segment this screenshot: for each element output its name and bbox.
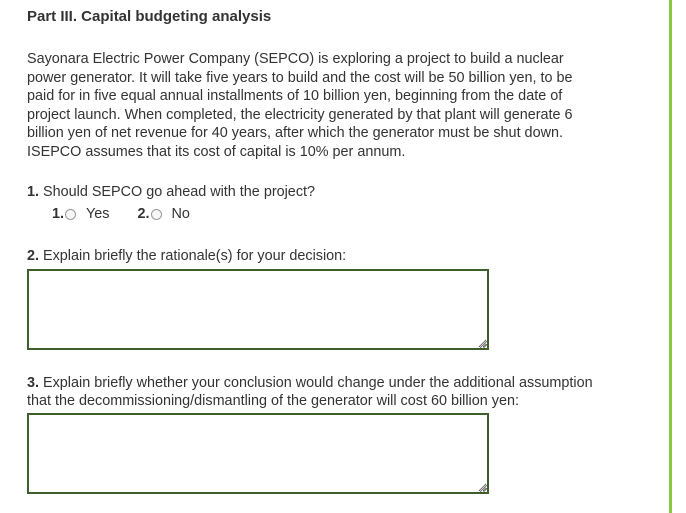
right-accent-rule [669,0,672,513]
part-title: Part III. Capital budgeting analysis [27,8,272,25]
intro-line: power generator. It will take five years to build and the cost will be 50 billion yen, to be [27,69,573,86]
radio-no[interactable] [151,209,162,220]
question-3-answer-input[interactable] [27,413,489,494]
intro-line: billion yen of net revenue for 40 years, after which the generator must be shut down. [27,125,563,142]
question-3-text-2: that the decommissioning/dismantling of the generator will cost 60 billion yen: [27,393,519,410]
question-3 [27,374,627,411]
option-yes-number: 1. [52,206,65,222]
option-no-label: No [171,206,190,222]
intro-line: project launch. When completed, the electricity generated by that plant will generate 6 [27,106,573,123]
option-no[interactable] [138,206,190,222]
question-2-number: 2. [27,248,40,264]
question-3-text-1: Explain briefly whether your conclusion would change under the additional assumption [39,375,593,391]
radio-yes[interactable] [65,209,76,220]
option-yes-label: Yes [86,206,110,222]
intro-line: ISEPCO assumes that its cost of capital is 10% per annum. [27,143,406,160]
option-yes[interactable] [52,206,110,222]
question-3-line-1 [27,374,627,392]
intro-line: Sayonara Electric Power Company (SEPCO) is exploring a project to build a nuclear [27,51,564,67]
question-1-options [52,206,218,222]
question-2-text: Explain briefly the rationale(s) for your decision: [39,248,347,264]
intro-line: paid for in five equal annual installments of 10 billion yen, beginning from the date of [27,88,563,105]
question-2-answer-input[interactable] [27,269,489,350]
question-1 [27,184,315,200]
question-3-number: 3. [27,375,40,391]
option-no-number: 2. [137,206,150,222]
question-2 [27,248,346,264]
intro-paragraph [27,50,627,162]
question-1-text: Should SEPCO go ahead with the project? [39,184,316,200]
question-1-number: 1. [27,184,40,200]
